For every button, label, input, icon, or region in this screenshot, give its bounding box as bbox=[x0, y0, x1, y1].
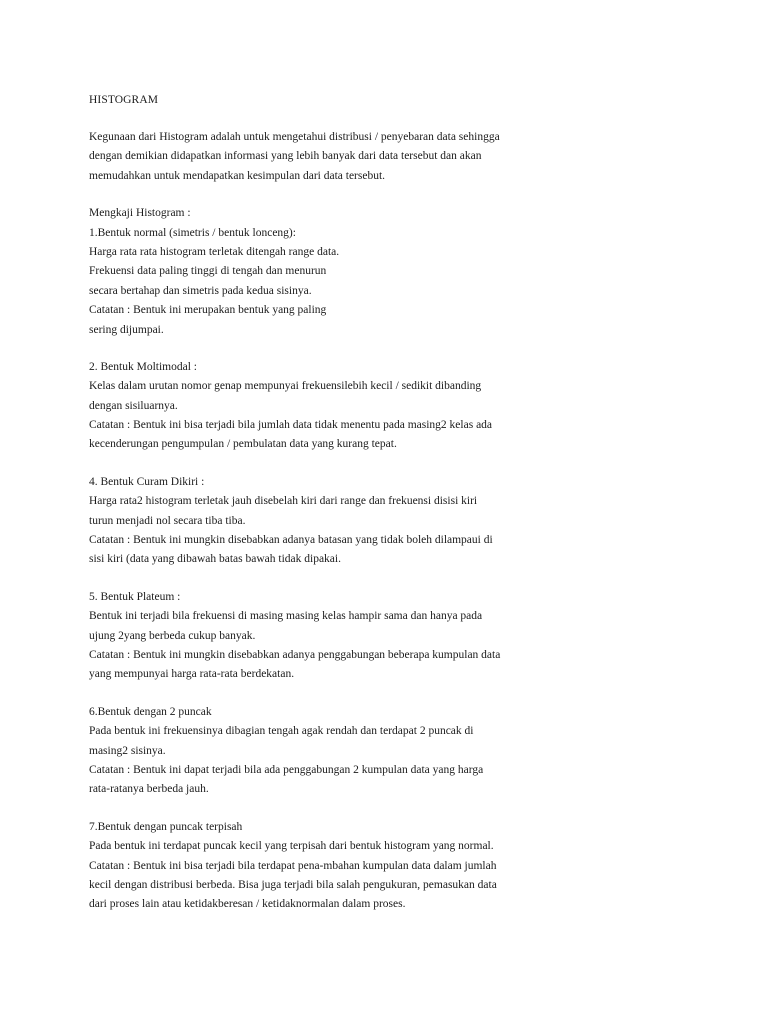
text-line: dengan demikian didapatkan informasi yang lebih banyak dari data tersebut dan akan bbox=[89, 150, 482, 163]
text-line: sisi kiri (data yang dibawah batas bawah tidak dipakai. bbox=[89, 553, 341, 566]
text-line: masing2 sisinya. bbox=[89, 744, 166, 757]
text-line: secara bertahap dan simetris pada kedua sisinya. bbox=[89, 284, 312, 297]
text-line: yang mempunyai harga rata-rata berdekatan. bbox=[89, 668, 295, 681]
text-line: rata-ratanya berbeda jauh. bbox=[89, 783, 209, 796]
text-line: Kelas dalam urutan nomor genap mempunyai frekuensilebih kecil / sedikit dibanding bbox=[89, 380, 482, 393]
item-heading: 4. Bentuk Curam Dikiri : bbox=[89, 475, 205, 488]
text-line: dengan sisiluarnya. bbox=[89, 399, 178, 412]
note-line: Catatan : Bentuk ini bisa terjadi bila jumlah data tidak menentu pada masing2 kelas ada bbox=[89, 419, 493, 432]
text-line: kecenderungan pengumpulan / pembulatan data yang kurang tepat. bbox=[89, 438, 397, 451]
section-curam-dikiri bbox=[89, 473, 559, 570]
text-line: Pada bentuk ini terdapat puncak kecil yang terpisah dari bentuk histogram yang normal. bbox=[89, 840, 494, 853]
document-page bbox=[89, 90, 559, 933]
text-line: sering dijumpai. bbox=[89, 323, 164, 336]
section-separate-peak bbox=[89, 818, 559, 915]
text-line: Harga rata rata histogram terletak ditengah range data. bbox=[89, 245, 340, 258]
text-line: turun menjadi nol secara tiba tiba. bbox=[89, 514, 246, 527]
text-line: Pada bentuk ini frekuensinya dibagian tengah agak rendah dan terdapat 2 puncak di bbox=[89, 725, 474, 738]
section-plateum bbox=[89, 588, 559, 685]
text-line: Bentuk ini terjadi bila frekuensi di masing masing kelas hampir sama dan hanya pada bbox=[89, 610, 483, 623]
document-title: HISTOGRAM bbox=[89, 94, 159, 106]
item-heading: 7.Bentuk dengan puncak terpisah bbox=[89, 820, 243, 833]
item-heading: 2. Bentuk Moltimodal : bbox=[89, 360, 197, 373]
item-heading: 5. Bentuk Plateum : bbox=[89, 590, 181, 603]
text-line: Harga rata2 histogram terletak jauh disebelah kiri dari range dan frekuensi disisi kiri bbox=[89, 495, 478, 508]
text-line: memudahkan untuk mendapatkan kesimpulan dari data tersebut. bbox=[89, 169, 386, 182]
section-multimodal bbox=[89, 358, 559, 455]
section-two-peaks bbox=[89, 703, 559, 800]
note-line: Catatan : Bentuk ini mungkin disebabkan adanya batasan yang tidak boleh dilampaui di bbox=[89, 534, 493, 547]
intro-paragraph bbox=[89, 128, 559, 186]
text-line: dari proses lain atau ketidakberesan / ketidaknormalan dalam proses. bbox=[89, 898, 406, 911]
text-line: ujung 2yang berbeda cukup banyak. bbox=[89, 629, 256, 642]
text-line: Kegunaan dari Histogram adalah untuk mengetahui distribusi / penyebaran data sehingga bbox=[89, 131, 500, 143]
section-heading: Mengkaji Histogram : bbox=[89, 207, 191, 220]
note-line: Catatan : Bentuk ini bisa terjadi bila terdapat pena-mbahan kumpulan data dalam jumlah bbox=[89, 859, 497, 872]
text-line: kecil dengan distribusi berbeda. Bisa juga terjadi bila salah pengukuran, pemasukan data bbox=[89, 878, 497, 891]
note-line: Catatan : Bentuk ini merupakan bentuk yang paling bbox=[89, 304, 327, 317]
item-heading: 6.Bentuk dengan 2 puncak bbox=[89, 705, 212, 718]
note-line: Catatan : Bentuk ini dapat terjadi bila ada penggabungan 2 kumpulan data yang harga bbox=[89, 763, 484, 776]
note-line: Catatan : Bentuk ini mungkin disebabkan adanya penggabungan beberapa kumpulan data bbox=[89, 648, 501, 661]
item-heading: 1.Bentuk normal (simetris / bentuk lonceng): bbox=[89, 226, 296, 239]
text-line: Frekuensi data paling tinggi di tengah dan menurun bbox=[89, 265, 327, 278]
section-normal bbox=[89, 204, 559, 340]
